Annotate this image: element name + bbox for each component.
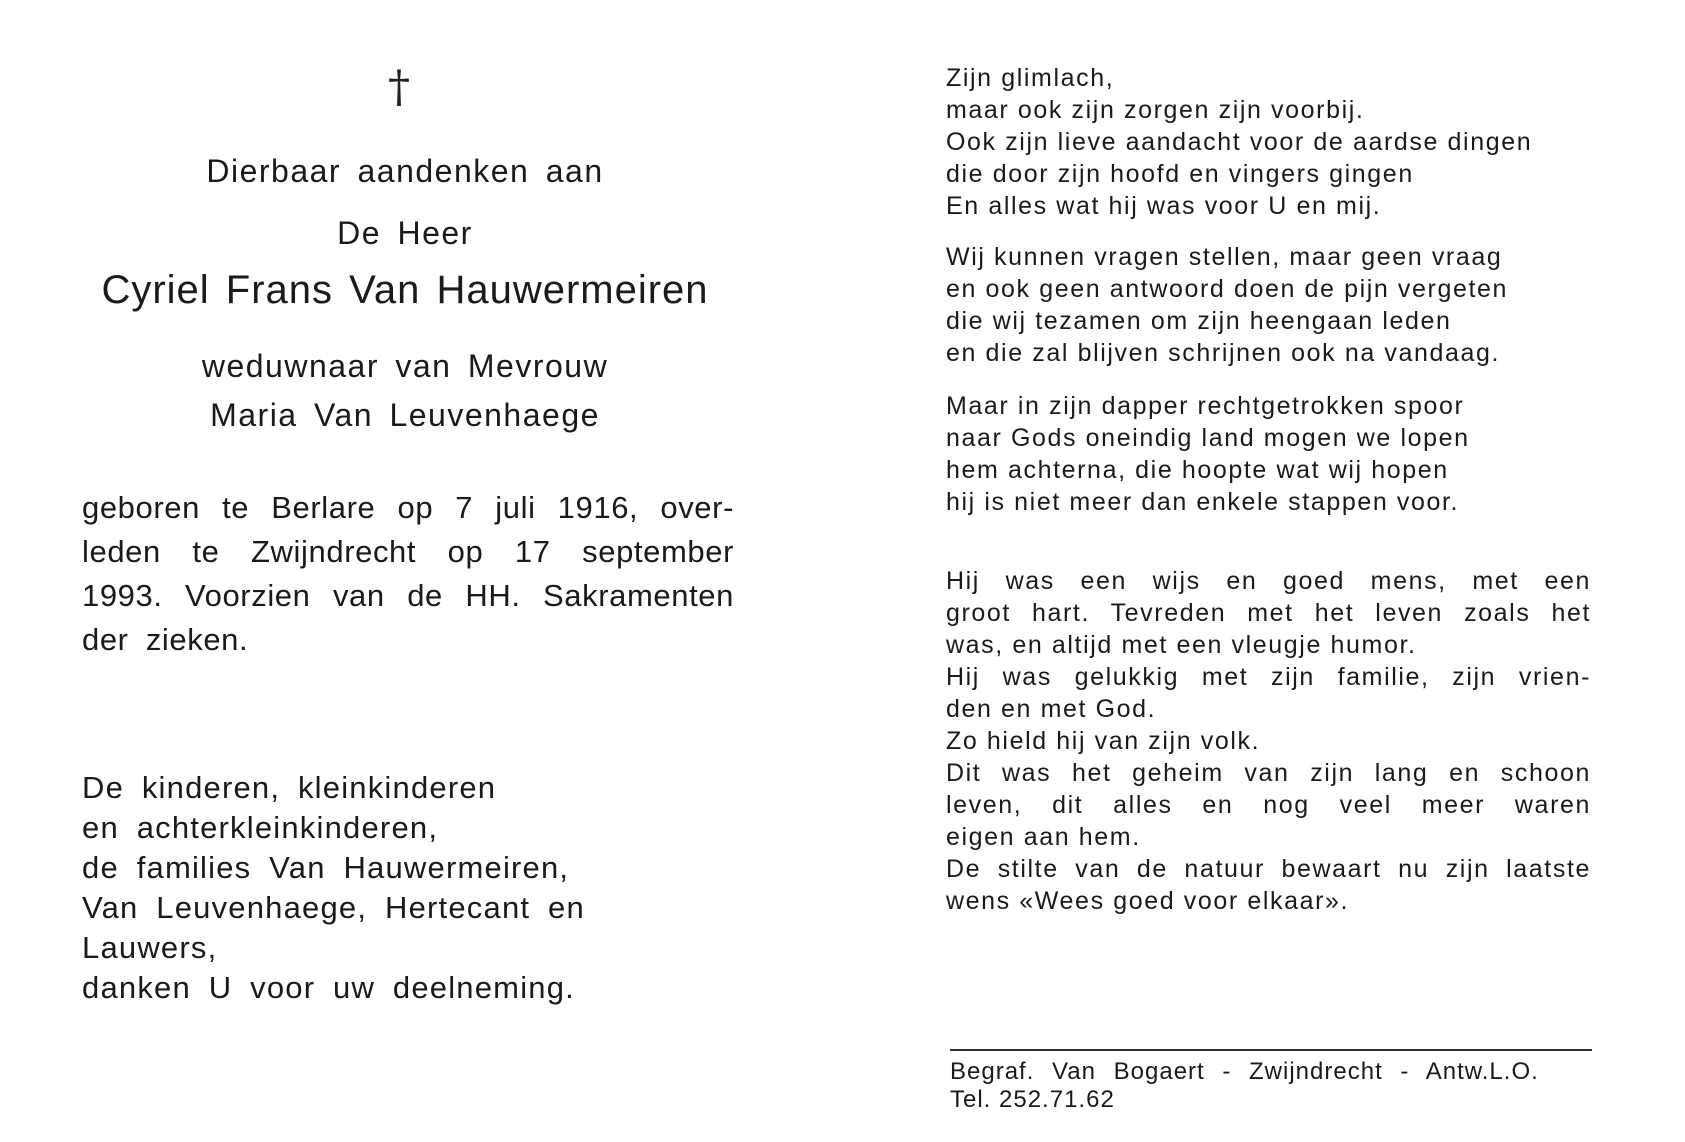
birth-line: leden te Zwijndrecht op 17 september — [82, 534, 734, 569]
tribute-line: eigen aan hem. — [946, 823, 1141, 851]
undertaker-name: Begraf. Van Bogaert - Zwijndrecht - Antw.L.O. — [950, 1058, 1539, 1085]
tribute-line: Hij was een wijs en goed mens, met een — [946, 567, 1591, 595]
birth-death-paragraph — [82, 486, 734, 662]
tribute-line: Hij was gelukkig met zijn familie, zijn vrien- — [946, 663, 1591, 691]
tribute-paragraph — [946, 565, 1591, 917]
poem-line: En alles wat hij was voor U en mij. — [946, 192, 1382, 220]
thanks-line: de families Van Hauwermeiren, — [82, 850, 570, 885]
undertaker-phone: Tel. 252.71.62 — [950, 1086, 1115, 1113]
deceased-name: Cyriel Frans Van Hauwermeiren — [101, 268, 709, 312]
thanks-line: Lauwers, — [82, 930, 218, 965]
poem-line: die wij tezamen om zijn heengaan leden — [946, 307, 1452, 335]
poem-line: hem achterna, die hoopte wat wij hopen — [946, 456, 1449, 484]
intro-text: Dierbaar aandenken aan — [206, 153, 604, 189]
undertaker-footer — [950, 1058, 1600, 1114]
poem-line: Ook zijn lieve aandacht voor de aardse dingen — [946, 128, 1533, 156]
birth-line: der zieken. — [82, 622, 249, 657]
poem-stanza-3 — [946, 390, 1591, 518]
tribute-line: groot hart. Tevreden met het leven zoals het — [946, 599, 1591, 627]
thanks-line: De kinderen, kleinkinderen — [82, 770, 497, 805]
tribute-line: De stilte van de natuur bewaart nu zijn laatste — [946, 855, 1591, 883]
tribute-line: Dit was het geheim van zijn lang en schoon — [946, 759, 1591, 787]
poem-stanza-2 — [946, 241, 1591, 369]
poem-line: naar Gods oneindig land mogen we lopen — [946, 424, 1470, 452]
tribute-line: leven, dit alles en nog veel meer waren — [946, 791, 1591, 819]
poem-line: maar ook zijn zorgen zijn voorbij. — [946, 96, 1365, 124]
thanks-line: danken U voor uw deelneming. — [82, 970, 575, 1005]
poem-line: hij is niet meer dan enkele stappen voor. — [946, 488, 1460, 516]
poem-line: Wij kunnen vragen stellen, maar geen vraag — [946, 243, 1503, 271]
birth-line: 1993. Voorzien van de HH. Sakramenten — [82, 578, 734, 613]
thanks-line: en achterkleinkinderen, — [82, 810, 439, 845]
cross-icon: † — [388, 62, 410, 113]
footer-divider — [950, 1049, 1592, 1051]
spouse-name: Maria Van Leuvenhaege — [210, 397, 600, 433]
poem-line: die door zijn hoofd en vingers gingen — [946, 160, 1414, 188]
tribute-line: den en met God. — [946, 695, 1157, 723]
poem-stanza-1 — [946, 62, 1591, 222]
thanks-line: Van Leuvenhaege, Hertecant en — [82, 890, 585, 925]
poem-line: Maar in zijn dapper rechtgetrokken spoor — [946, 392, 1465, 420]
tribute-line: was, en altijd met een vleugje humor. — [946, 631, 1417, 659]
poem-line: Zijn glimlach, — [946, 64, 1115, 92]
widower-line: weduwnaar van Mevrouw — [201, 348, 609, 384]
poem-line: en die zal blijven schrijnen ook na vandaag. — [946, 339, 1501, 367]
thanks-paragraph — [82, 768, 722, 1008]
birth-line: geboren te Berlare op 7 juli 1916, over- — [82, 490, 734, 525]
tribute-line: Zo hield hij van zijn volk. — [946, 727, 1261, 755]
honorific-title: De Heer — [337, 215, 473, 251]
poem-line: en ook geen antwoord doen de pijn vergeten — [946, 275, 1509, 303]
tribute-line: wens «Wees goed voor elkaar». — [946, 887, 1350, 915]
